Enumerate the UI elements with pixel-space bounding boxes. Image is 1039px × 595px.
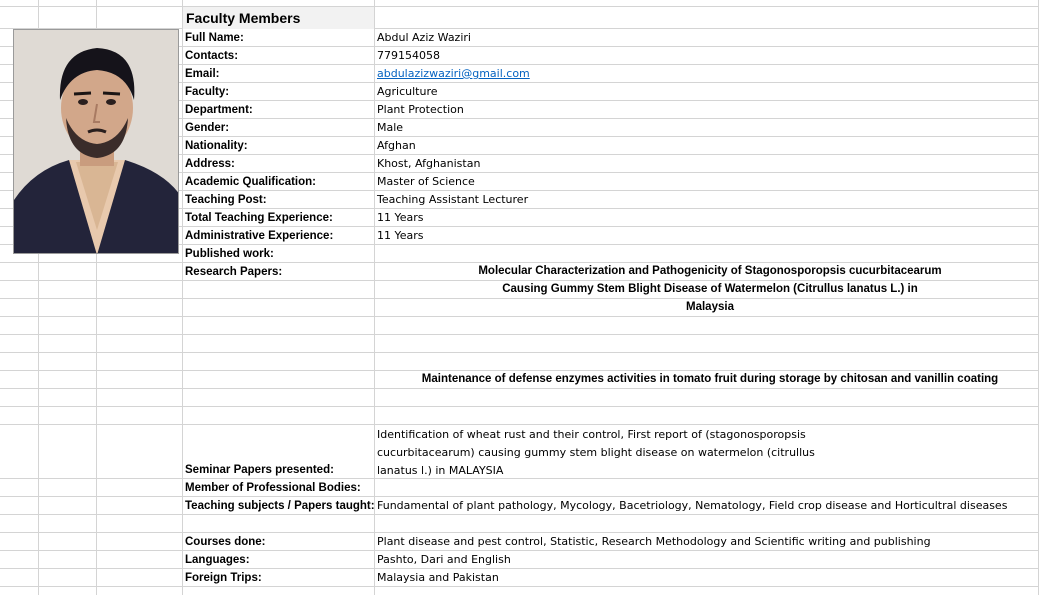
section-title: Faculty Members: [183, 7, 374, 29]
research-paper-2: [380, 370, 1039, 388]
seminar-papers-text: [377, 426, 827, 480]
seminar-label: Seminar Papers presented:: [185, 464, 334, 476]
field-value: Teaching Assistant Lecturer: [377, 193, 529, 206]
seminar-line-3: lanatus l.) in MALAYSIA: [377, 464, 504, 477]
field-value: Master of Science: [377, 175, 475, 188]
field-label: Email:: [185, 68, 220, 80]
seminar-line-1: Identification of wheat rust and their control, First report of (stagonosporopsis: [377, 428, 806, 441]
field-label: Research Papers:: [185, 266, 283, 278]
field-label: Gender:: [185, 122, 230, 134]
seminar-line-2: cucurbitacearum) causing gummy stem blight disease on watermelon (citrullus: [377, 446, 815, 459]
field-value: Agriculture: [377, 85, 438, 98]
field-value: Fundamental of plant pathology, Mycology, Bacetriology, Nematology, Field crop disease and Horticultral diseases: [377, 499, 1008, 512]
research-paper-1-line3: Malaysia: [686, 301, 734, 313]
field-value: 11 Years: [377, 229, 424, 242]
field-label: Nationality:: [185, 140, 248, 152]
research-paper-1-line2: Causing Gummy Stem Blight Disease of Watermelon (Citrullus lanatus L.) in: [502, 283, 918, 295]
field-label: Department:: [185, 104, 253, 116]
field-label: Academic Qualification:: [185, 176, 317, 188]
field-value: Male: [377, 121, 404, 134]
field-label: Teaching Post:: [185, 194, 267, 206]
field-label: Total Teaching Experience:: [185, 212, 333, 224]
field-label: Foreign Trips:: [185, 572, 262, 584]
field-value: Abdul Aziz Waziri: [377, 31, 471, 44]
field-label: Contacts:: [185, 50, 239, 62]
field-value: Pashto, Dari and English: [377, 553, 511, 566]
field-value: Khost, Afghanistan: [377, 157, 481, 170]
field-value: Plant disease and pest control, Statistic, Research Methodology and Scientific writing and publishing: [377, 535, 931, 548]
field-label: Full Name:: [185, 32, 244, 44]
field-label: Courses done:: [185, 536, 266, 548]
field-value: 779154058: [377, 49, 440, 62]
profile-photo: [13, 29, 179, 254]
research-paper-1: [400, 262, 1020, 316]
field-value: Plant Protection: [377, 103, 464, 116]
email-link[interactable]: abdulazizwaziri@gmail.com: [377, 67, 530, 80]
field-label: Teaching subjects / Papers taught:: [185, 500, 375, 512]
field-value: Afghan: [377, 139, 416, 152]
research-paper-1-line1: Molecular Characterization and Pathogenicity of Stagonosporopsis cucurbitacearum: [478, 265, 942, 277]
research-paper-2-line1: Maintenance of defense enzymes activities in tomato fruit during storage by chitosan and vanillin coating: [421, 373, 999, 385]
field-value: 11 Years: [377, 211, 424, 224]
field-label: Published work:: [185, 248, 274, 260]
field-label: Address:: [185, 158, 235, 170]
field-label: Administrative Experience:: [185, 230, 334, 242]
field-label: Faculty:: [185, 86, 230, 98]
field-value: Malaysia and Pakistan: [377, 571, 499, 584]
field-label: Languages:: [185, 554, 250, 566]
field-label: Member of Professional Bodies:: [185, 482, 361, 494]
